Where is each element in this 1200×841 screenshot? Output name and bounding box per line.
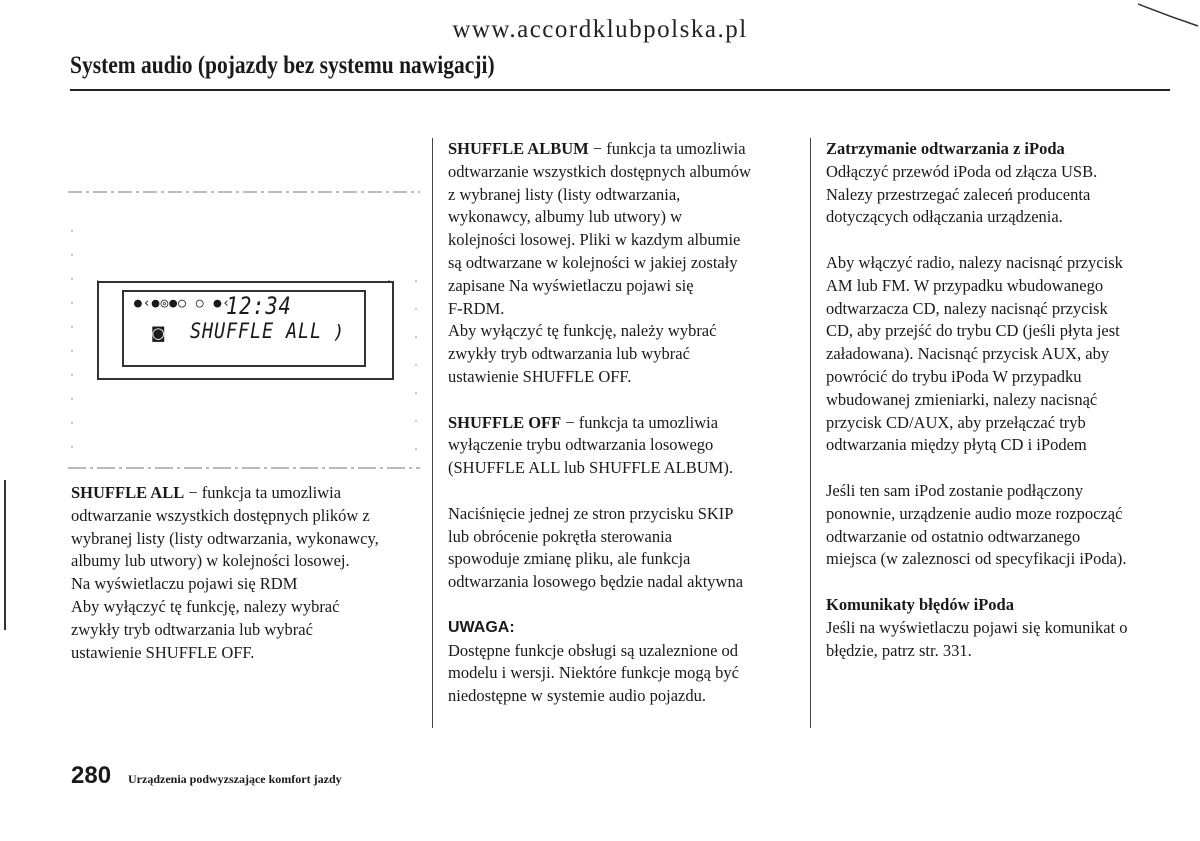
text-line: Odłączyć przewód iPoda od złącza USB.: [826, 161, 1098, 181]
section-heading: Zatrzymanie odtwarzania z iPoda: [826, 139, 1065, 158]
text-line: F-RDM.: [448, 298, 505, 318]
text-line: lub obrócenie pokrętła sterowania: [448, 526, 673, 546]
text-line: przycisk CD/AUX, aby przełączać tryb: [826, 412, 1086, 432]
text-line: z wybranej listy (listy odtwarzania,: [448, 184, 681, 204]
text-line: ustawienie SHUFFLE OFF.: [71, 642, 255, 662]
text-line: odtwarzanie wszystkich dostępnych albumów: [448, 161, 751, 181]
page-title: System audio (pojazdy bez systemu nawigacji): [70, 52, 495, 79]
text-line: Nalezy przestrzegać zaleceń producenta: [826, 184, 1091, 204]
text-line: wyłączenie trybu odtwarzania losowego: [448, 435, 714, 455]
text-line: miejsca (w zaleznosci od specyfikacji iPoda).: [826, 549, 1127, 569]
text-line: kolejności losowej. Pliki w kazdym albumie: [448, 230, 741, 250]
site-url: www.accordklubpolska.pl: [452, 16, 748, 43]
text-line: AM lub FM. W przypadku wbudowanego: [826, 275, 1104, 295]
text-line: Jeśli ten sam iPod zostanie podłączony: [826, 480, 1084, 500]
shuffle-album-term: SHUFFLE ALBUM: [448, 139, 589, 158]
text-line: zwykły tryb odtwarzania lub wybrać: [448, 344, 690, 364]
text-line: niedostępne w systemie audio pojazdu.: [448, 686, 706, 706]
text-line: wybranej listy (listy odtwarzania, wykonawcy,: [71, 528, 379, 548]
text-line: Aby włączyć radio, nalezy nacisnąć przycisk: [826, 252, 1123, 272]
text-line: spowoduje zmianę pliku, ale funkcja: [448, 549, 691, 569]
page-edge-mark: [4, 480, 6, 630]
note-heading: UWAGA:: [448, 618, 515, 636]
text-line: Aby wyłączyć tę funkcję, nalezy wybrać: [71, 596, 340, 616]
text-line: Jeśli na wyświetlaczu pojawi się komunikat o: [826, 617, 1128, 637]
shuffle-all-line: [71, 482, 417, 505]
section-heading: Komunikaty błędów iPoda: [826, 594, 1014, 614]
shuffle-all-term: SHUFFLE ALL: [71, 483, 185, 502]
shuffle-off-line: [448, 412, 800, 435]
column-right: [826, 138, 1176, 662]
text-line: − funkcja ta umozliwia: [184, 483, 342, 502]
text-line: wykonawcy, albumy lub utwory) w: [448, 207, 683, 227]
text-line: Naciśnięcie jednej ze stron przycisku SKIP: [448, 503, 734, 523]
text-line: − funkcja ta umozliwia: [561, 412, 719, 432]
text-line: Na wyświetlaczu pojawi się RDM: [71, 574, 298, 594]
corner-scan-mark: [1138, 0, 1200, 30]
text-line: Dostępne funkcje obsługi są uzaleznione od: [448, 640, 739, 660]
shuffle-album-line: [448, 138, 800, 161]
lcd-paren: ): [333, 321, 345, 343]
disc-icon: ◙: [151, 324, 166, 342]
text-line: − funkcja ta umozliwia: [588, 139, 746, 158]
lcd-clock: 12:34: [226, 292, 292, 320]
column-divider: [810, 138, 811, 728]
text-line: są odtwarzane w kolejności w jakiej zostały: [448, 252, 738, 272]
text-line: CD, aby przejść do trybu CD (jeśli płyta jest: [826, 321, 1120, 341]
lcd-message: SHUFFLE ALL: [190, 319, 323, 343]
text-line: Aby wyłączyć tę funkcję, należy wybrać: [448, 321, 717, 341]
text-line: błędzie, patrz str. 331.: [826, 640, 972, 660]
lcd-indicators: ●‹●◎●○ ○ ●‹: [134, 296, 232, 311]
text-line: odtwarzanie od ostatnio odtwarzanego: [826, 526, 1081, 546]
text-line: albumy lub utwory) w kolejności losowej.: [71, 551, 350, 571]
text-line: załadowana). Nacisnąć przycisk AUX, aby: [826, 344, 1110, 364]
text-line: (SHUFFLE ALL lub SHUFFLE ALBUM).: [448, 458, 733, 478]
column-middle: [448, 138, 800, 708]
text-line: wbudowanej zmieniarki, nalezy nacisnąć: [826, 389, 1098, 409]
text-line: powrócić do trybu iPoda W przypadku: [826, 366, 1082, 386]
text-line: odtwarzanie wszystkich dostępnych plików z: [71, 505, 370, 525]
text-line: zapisane Na wyświetlaczu pojawi się: [448, 275, 694, 295]
shuffle-off-term: SHUFFLE OFF: [448, 412, 562, 432]
text-line: zwykły tryb odtwarzania lub wybrać: [71, 619, 313, 639]
text-line: ustawienie SHUFFLE OFF.: [448, 366, 632, 386]
footer-section: Urządzenia podwyzszające komfort jazdy: [128, 772, 342, 786]
text-line: dotyczących odłączania urządzenia.: [826, 207, 1063, 227]
column-divider: [432, 138, 433, 728]
text-line: odtwarzania losowego będzie nadal aktywna: [448, 572, 744, 592]
column-left: [71, 482, 417, 664]
text-line: ponownie, urządzenie audio moze rozpocząć: [826, 503, 1123, 523]
text-line: modelu i wersji. Niektóre funkcje mogą być: [448, 663, 739, 683]
page-number: 280: [71, 762, 112, 789]
title-rule: [70, 89, 1170, 91]
text-line: odtwarzania między płytą CD i iPodem: [826, 435, 1087, 455]
text-line: odtwarzacza CD, nalezy nacisnąć przycisk: [826, 298, 1108, 318]
